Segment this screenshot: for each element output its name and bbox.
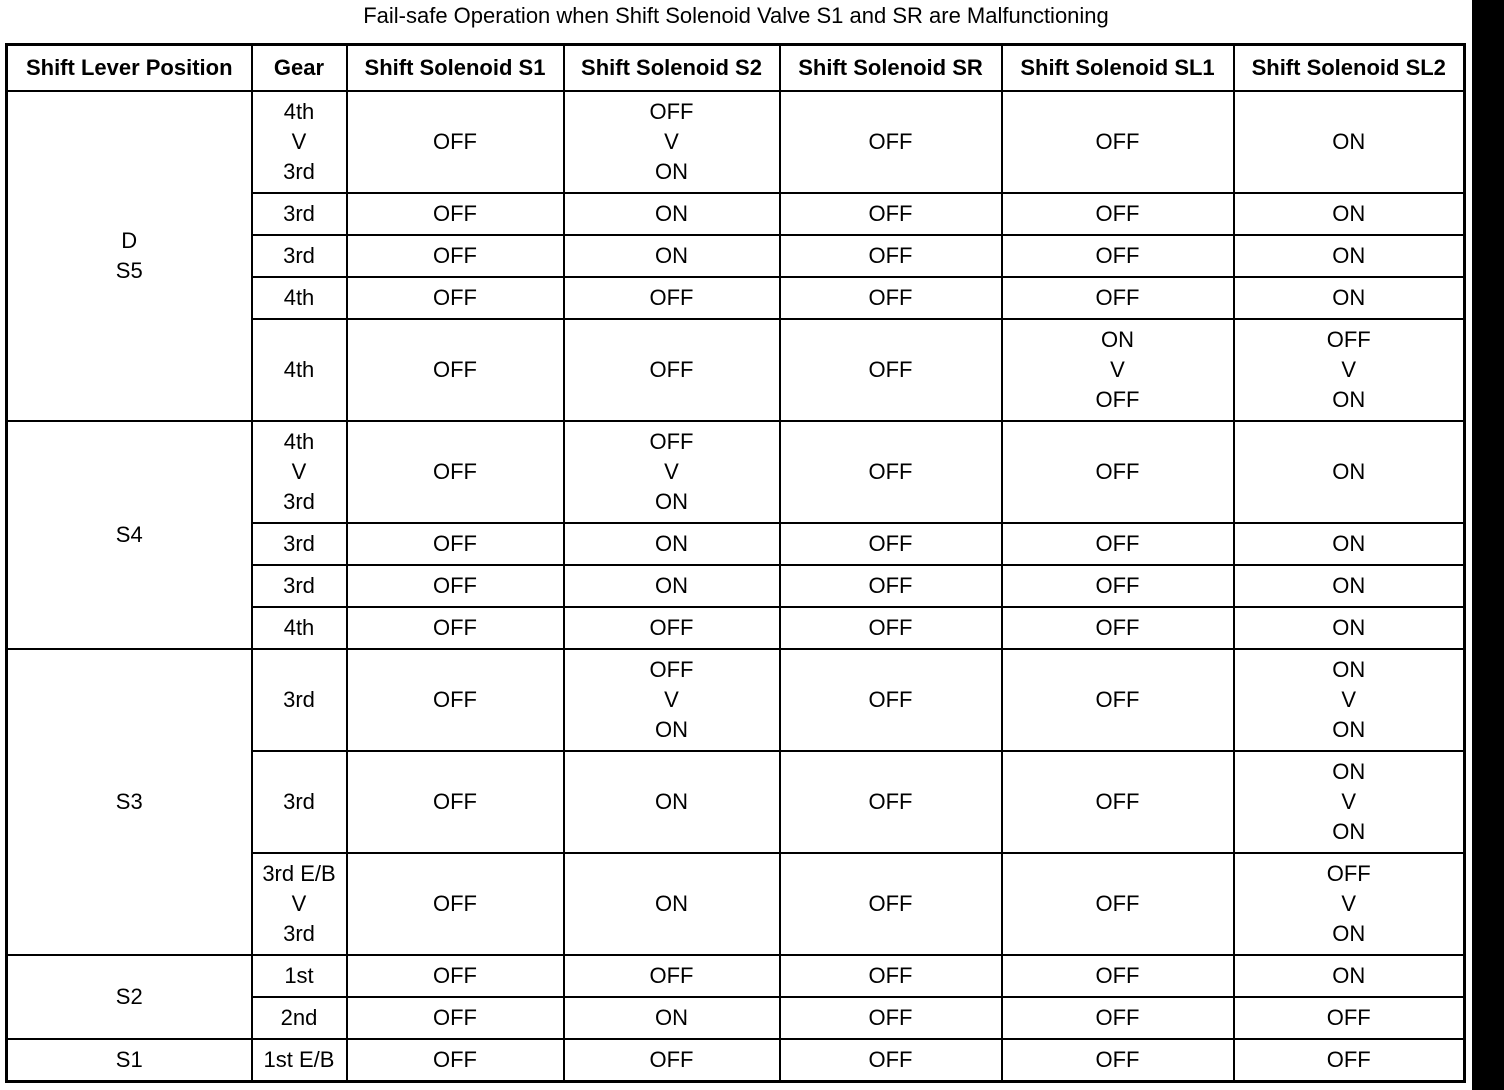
gear-line: 3rd xyxy=(283,201,315,226)
s2-cell xyxy=(564,607,780,649)
s1-line: OFF xyxy=(433,531,477,556)
sl1-line: OFF xyxy=(1095,573,1140,598)
sl2-line: ON xyxy=(1332,387,1366,412)
sr-cell xyxy=(780,193,1002,235)
s1-cell xyxy=(347,193,564,235)
gear-line: 3rd xyxy=(283,921,315,946)
s2-line: V xyxy=(664,459,679,484)
sr-line: OFF xyxy=(868,615,913,640)
sr-line: OFF xyxy=(868,687,913,712)
right-edge-bar xyxy=(1472,0,1504,1090)
s1-line: OFF xyxy=(433,789,477,814)
s1-line: OFF xyxy=(433,1005,477,1030)
sl2-cell xyxy=(1234,1039,1465,1081)
s2-line: OFF xyxy=(649,1046,694,1072)
s1-line: OFF xyxy=(433,1046,477,1072)
sl1-line: OFF xyxy=(1095,201,1140,226)
shift-lever-position-cell xyxy=(7,955,252,1039)
s1-line: OFF xyxy=(433,891,477,916)
sl2-cell xyxy=(1234,649,1465,751)
table-row xyxy=(7,91,1465,193)
gear-line: 3rd xyxy=(283,489,315,514)
sr-line: OFF xyxy=(868,789,913,814)
sl1-line: OFF xyxy=(1095,243,1140,268)
sr-cell xyxy=(780,235,1002,277)
sr-cell xyxy=(780,751,1002,853)
s2-line: V xyxy=(664,129,679,154)
s2-cell xyxy=(564,649,780,751)
sr-line: OFF xyxy=(868,963,913,988)
s2-line: ON xyxy=(655,489,688,514)
s1-line: OFF xyxy=(433,285,477,310)
s2-cell xyxy=(564,235,780,277)
s1-line: OFF xyxy=(433,687,477,712)
shift-lever-position-cell xyxy=(7,421,252,649)
gear-cell xyxy=(252,853,347,955)
sl1-line: OFF xyxy=(1095,615,1140,640)
sl1-cell xyxy=(1002,853,1234,955)
s2-line: OFF xyxy=(649,615,694,640)
gear-cell xyxy=(252,277,347,319)
position-line: S5 xyxy=(115,258,143,283)
gear-line: V xyxy=(291,891,307,916)
s2-line: ON xyxy=(655,243,688,268)
s1-cell xyxy=(347,607,564,649)
shift-lever-position-cell xyxy=(7,91,252,421)
sl1-line: OFF xyxy=(1095,387,1140,412)
sl1-cell xyxy=(1002,649,1234,751)
gear-line: 4th xyxy=(283,615,315,640)
gear-cell xyxy=(252,1039,347,1081)
sl2-cell xyxy=(1234,751,1465,853)
table-row xyxy=(7,955,1465,997)
s2-cell xyxy=(564,319,780,421)
s2-line: ON xyxy=(655,1005,688,1030)
s1-cell xyxy=(347,277,564,319)
s1-cell xyxy=(347,523,564,565)
gear-line: 4th xyxy=(283,99,315,124)
s2-line: OFF xyxy=(649,657,694,682)
sl2-cell xyxy=(1234,319,1465,421)
header-shift-solenoid-s2: Shift Solenoid S2 xyxy=(564,45,780,92)
sl1-line: V xyxy=(1110,357,1125,382)
sr-cell xyxy=(780,277,1002,319)
s1-line: OFF xyxy=(433,573,477,598)
sl2-cell xyxy=(1234,235,1465,277)
s2-cell xyxy=(564,1039,780,1081)
header-shift-solenoid-sl2: Shift Solenoid SL2 xyxy=(1234,45,1465,92)
gear-cell xyxy=(252,421,347,523)
s2-line: OFF xyxy=(649,357,694,382)
sr-cell xyxy=(780,523,1002,565)
position-line: S4 xyxy=(115,522,143,547)
shift-lever-position-cell xyxy=(7,649,252,955)
sr-cell xyxy=(780,565,1002,607)
sl1-cell xyxy=(1002,235,1234,277)
sl1-line: OFF xyxy=(1095,1046,1140,1072)
table-title: Fail-safe Operation when Shift Solenoid Valve S1 and SR are Malfunctioning xyxy=(363,3,1109,28)
sl2-line: ON xyxy=(1332,615,1366,640)
s1-cell xyxy=(347,649,564,751)
sl2-cell xyxy=(1234,997,1465,1039)
sl1-cell xyxy=(1002,607,1234,649)
s2-line: OFF xyxy=(649,963,694,988)
s2-cell xyxy=(564,277,780,319)
sl2-cell xyxy=(1234,607,1465,649)
fail-safe-table xyxy=(5,43,1466,1083)
s2-cell xyxy=(564,193,780,235)
sl2-cell xyxy=(1234,193,1465,235)
sl1-cell xyxy=(1002,565,1234,607)
s1-cell xyxy=(347,421,564,523)
sl2-line: ON xyxy=(1332,819,1366,844)
sl1-line: OFF xyxy=(1095,285,1140,310)
sr-line: OFF xyxy=(868,891,913,916)
sr-line: OFF xyxy=(868,1005,913,1030)
sl1-cell xyxy=(1002,421,1234,523)
header-shift-solenoid-s1: Shift Solenoid S1 xyxy=(347,45,564,92)
gear-cell xyxy=(252,91,347,193)
header-gear: Gear xyxy=(252,45,347,92)
s2-cell xyxy=(564,853,780,955)
gear-line: 3rd xyxy=(283,687,315,712)
sr-cell xyxy=(780,955,1002,997)
gear-line: 3rd xyxy=(283,243,315,268)
gear-cell xyxy=(252,649,347,751)
gear-cell xyxy=(252,193,347,235)
sl2-line: ON xyxy=(1332,921,1366,946)
sl2-line: V xyxy=(1341,357,1357,382)
gear-cell xyxy=(252,235,347,277)
sr-line: OFF xyxy=(868,201,913,226)
sl2-line: V xyxy=(1341,789,1357,814)
sr-line: OFF xyxy=(868,573,913,598)
sl1-cell xyxy=(1002,997,1234,1039)
s1-line: OFF xyxy=(433,129,477,154)
gear-line: 4th xyxy=(283,285,315,310)
gear-line: 3rd xyxy=(283,531,315,556)
sr-cell xyxy=(780,997,1002,1039)
sl2-line: ON xyxy=(1332,573,1366,598)
gear-line: 3rd xyxy=(283,159,315,184)
sl2-line: V xyxy=(1341,687,1357,712)
gear-line: 3rd xyxy=(283,789,315,814)
position-line: S3 xyxy=(115,789,143,814)
gear-cell xyxy=(252,523,347,565)
table-row xyxy=(7,421,1465,523)
s1-line: OFF xyxy=(433,243,477,268)
position-line: D xyxy=(121,228,138,253)
s1-line: OFF xyxy=(433,615,477,640)
sl1-cell xyxy=(1002,193,1234,235)
sl2-line: ON xyxy=(1332,201,1366,226)
s1-line: OFF xyxy=(433,459,477,484)
sl2-line: ON xyxy=(1332,243,1366,268)
sl2-line: ON xyxy=(1332,531,1366,556)
s2-line: OFF xyxy=(649,99,694,124)
sr-line: OFF xyxy=(868,459,913,484)
gear-line: 3rd E/B xyxy=(262,861,336,886)
header-shift-solenoid-sl1: Shift Solenoid SL1 xyxy=(1002,45,1234,92)
s2-cell xyxy=(564,955,780,997)
sl1-cell xyxy=(1002,91,1234,193)
sr-cell xyxy=(780,91,1002,193)
gear-cell xyxy=(252,955,347,997)
sl2-cell xyxy=(1234,91,1465,193)
sr-line: OFF xyxy=(868,129,913,154)
sr-cell xyxy=(780,319,1002,421)
sl1-line: OFF xyxy=(1095,687,1140,712)
s1-cell xyxy=(347,997,564,1039)
position-line: S1 xyxy=(115,1046,143,1072)
sl2-line: ON xyxy=(1332,129,1366,154)
sl1-cell xyxy=(1002,523,1234,565)
s2-line: OFF xyxy=(649,285,694,310)
s1-cell xyxy=(347,565,564,607)
sl1-cell xyxy=(1002,277,1234,319)
sl2-line: ON xyxy=(1332,285,1366,310)
s2-cell xyxy=(564,565,780,607)
sr-line: OFF xyxy=(868,1046,913,1072)
gear-cell xyxy=(252,751,347,853)
gear-cell xyxy=(252,565,347,607)
gear-line: 1st xyxy=(284,963,314,988)
sr-cell xyxy=(780,853,1002,955)
s1-cell xyxy=(347,235,564,277)
sl2-line: OFF xyxy=(1326,327,1371,352)
s2-cell xyxy=(564,91,780,193)
s2-line: ON xyxy=(655,717,688,742)
header-row xyxy=(7,45,1465,92)
gear-line: 4th xyxy=(283,357,315,382)
sr-line: OFF xyxy=(868,357,913,382)
sl2-line: V xyxy=(1341,891,1357,916)
sl2-line: OFF xyxy=(1326,1046,1371,1072)
sr-cell xyxy=(780,607,1002,649)
sl2-cell xyxy=(1234,853,1465,955)
header-shift-lever-position: Shift Lever Position xyxy=(7,45,252,92)
sl2-cell xyxy=(1234,421,1465,523)
table-body xyxy=(7,91,1465,1081)
s2-cell xyxy=(564,523,780,565)
sl2-cell xyxy=(1234,955,1465,997)
s1-cell xyxy=(347,853,564,955)
gear-line: V xyxy=(291,459,307,484)
sl1-cell xyxy=(1002,319,1234,421)
s2-line: ON xyxy=(655,201,688,226)
sr-line: OFF xyxy=(868,285,913,310)
sr-line: OFF xyxy=(868,531,913,556)
sr-line: OFF xyxy=(868,243,913,268)
s2-line: OFF xyxy=(649,429,694,454)
gear-line: V xyxy=(291,129,307,154)
gear-line: 1st E/B xyxy=(263,1046,335,1072)
gear-line: 3rd xyxy=(283,573,315,598)
sl1-line: OFF xyxy=(1095,891,1140,916)
sl2-line: ON xyxy=(1332,657,1366,682)
sl2-line: ON xyxy=(1332,963,1366,988)
shift-lever-position-cell xyxy=(7,1039,252,1081)
sr-cell xyxy=(780,421,1002,523)
s2-line: ON xyxy=(655,789,688,814)
sl2-cell xyxy=(1234,565,1465,607)
sl1-line: OFF xyxy=(1095,1005,1140,1030)
sl1-cell xyxy=(1002,751,1234,853)
sl2-line: ON xyxy=(1332,717,1366,742)
sl1-cell xyxy=(1002,955,1234,997)
sl1-line: OFF xyxy=(1095,459,1140,484)
position-line: S2 xyxy=(115,984,143,1009)
s1-cell xyxy=(347,91,564,193)
s1-cell xyxy=(347,319,564,421)
gear-line: 2nd xyxy=(280,1005,318,1030)
sl1-line: ON xyxy=(1101,327,1134,352)
sl1-line: OFF xyxy=(1095,531,1140,556)
s1-cell xyxy=(347,955,564,997)
s1-line: OFF xyxy=(433,201,477,226)
s2-cell xyxy=(564,751,780,853)
sl2-cell xyxy=(1234,523,1465,565)
s2-cell xyxy=(564,421,780,523)
gear-cell xyxy=(252,997,347,1039)
s2-cell xyxy=(564,997,780,1039)
s2-line: ON xyxy=(655,891,688,916)
sl1-line: OFF xyxy=(1095,963,1140,988)
sl1-line: OFF xyxy=(1095,789,1140,814)
sl1-cell xyxy=(1002,1039,1234,1081)
sl2-cell xyxy=(1234,277,1465,319)
sl2-line: OFF xyxy=(1326,1005,1371,1030)
s1-line: OFF xyxy=(433,963,477,988)
s1-cell xyxy=(347,751,564,853)
s2-line: ON xyxy=(655,159,688,184)
table-row xyxy=(7,649,1465,751)
sl2-line: ON xyxy=(1332,759,1366,784)
sl1-line: OFF xyxy=(1095,129,1140,154)
s2-line: V xyxy=(664,687,679,712)
gear-cell xyxy=(252,607,347,649)
s2-line: ON xyxy=(655,531,688,556)
table-row xyxy=(7,1039,1465,1081)
sr-cell xyxy=(780,649,1002,751)
header-shift-solenoid-sr: Shift Solenoid SR xyxy=(780,45,1002,92)
gear-line: 4th xyxy=(283,429,315,454)
sl2-line: ON xyxy=(1332,459,1366,484)
sl2-line: OFF xyxy=(1326,861,1371,886)
s1-cell xyxy=(347,1039,564,1081)
s2-line: ON xyxy=(655,573,688,598)
sr-cell xyxy=(780,1039,1002,1081)
s1-line: OFF xyxy=(433,357,477,382)
gear-cell xyxy=(252,319,347,421)
